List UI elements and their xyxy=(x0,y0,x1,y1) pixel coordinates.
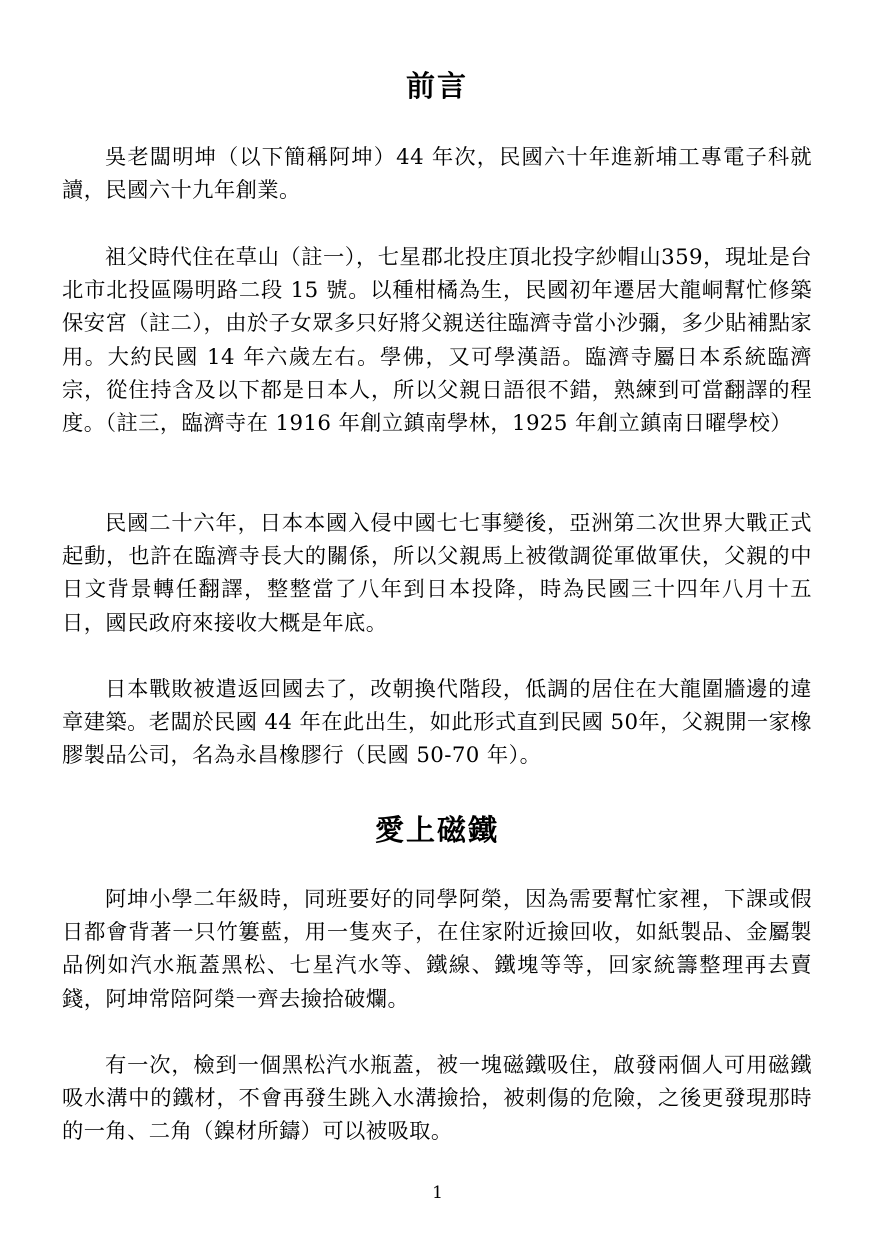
paragraph: 日本戰敗被遣返回國去了，改朝換代階段，低調的居住在大龍圍牆邊的違章建築。老闆於民國 44 年在此出生，如此形式直到民國 50年，父親開一家橡膠製品公司，名為永昌橡膠行（民國 50-70 年）。 xyxy=(62,677,812,769)
paragraph: 民國二十六年，日本本國入侵中國七七事變後，亞洲第二次世界大戰正式起動，也許在臨濟寺長大的關係，所以父親馬上被徵調從軍做軍伕，父親的中日文背景轉任翻譯，整整當了八年到日本投降，時為民國三十四年八月十五日，國民政府來接收大概是年底。 xyxy=(62,511,812,636)
paragraph: 有一次，檢到一個黑松汽水瓶蓋，被一塊磁鐵吸住，啟發兩個人可用磁鐵吸水溝中的鐵材，不會再發生跳入水溝撿拾，被刺傷的危險，之後更發現那時的一角、二角（鎳材所鑄）可以被吸取。 xyxy=(62,1053,812,1145)
page-number: 1 xyxy=(432,1183,443,1203)
section-heading-magnets: 愛上磁鐵 xyxy=(374,813,499,847)
paragraph: 祖父時代住在草山（註一），七星郡北投庄頂北投字紗帽山359，現址是台北市北投區陽明路二段 15 號。以種柑橘為生，民國初年遷居大龍峒幫忙修築保安宮（註二），由於子女眾多只好將父親送往臨濟寺當小沙彌，多少貼補點家用。大約民國 14 年六歲左右。學佛，又可學漢語。臨濟寺屬日本系統臨濟宗，從住持含及以下都是日本人，所以父親日語很不錯，熟練到可當翻譯的程度。（註三，臨濟寺在 1916 年創立鎮南學林，1925 年創立鎮南日曜學校） xyxy=(62,245,812,437)
paragraph: 阿坤小學二年級時，同班要好的同學阿榮，因為需要幫忙家裡，下課或假日都會背著一只竹簍藍，用一隻夾子，在住家附近撿回收，如紙製品、金屬製品例如汽水瓶蓋黑松、七星汽水等、鐵線、鐵塊等等，回家統籌整理再去賣錢，阿坤常陪阿榮一齊去撿拾破爛。 xyxy=(62,887,812,1012)
paragraph: 吳老闆明坤（以下簡稱阿坤）44 年次，民國六十年進新埔工專電子科就讀，民國六十九年創業。 xyxy=(62,145,812,204)
section-heading-preface: 前言 xyxy=(405,69,468,103)
